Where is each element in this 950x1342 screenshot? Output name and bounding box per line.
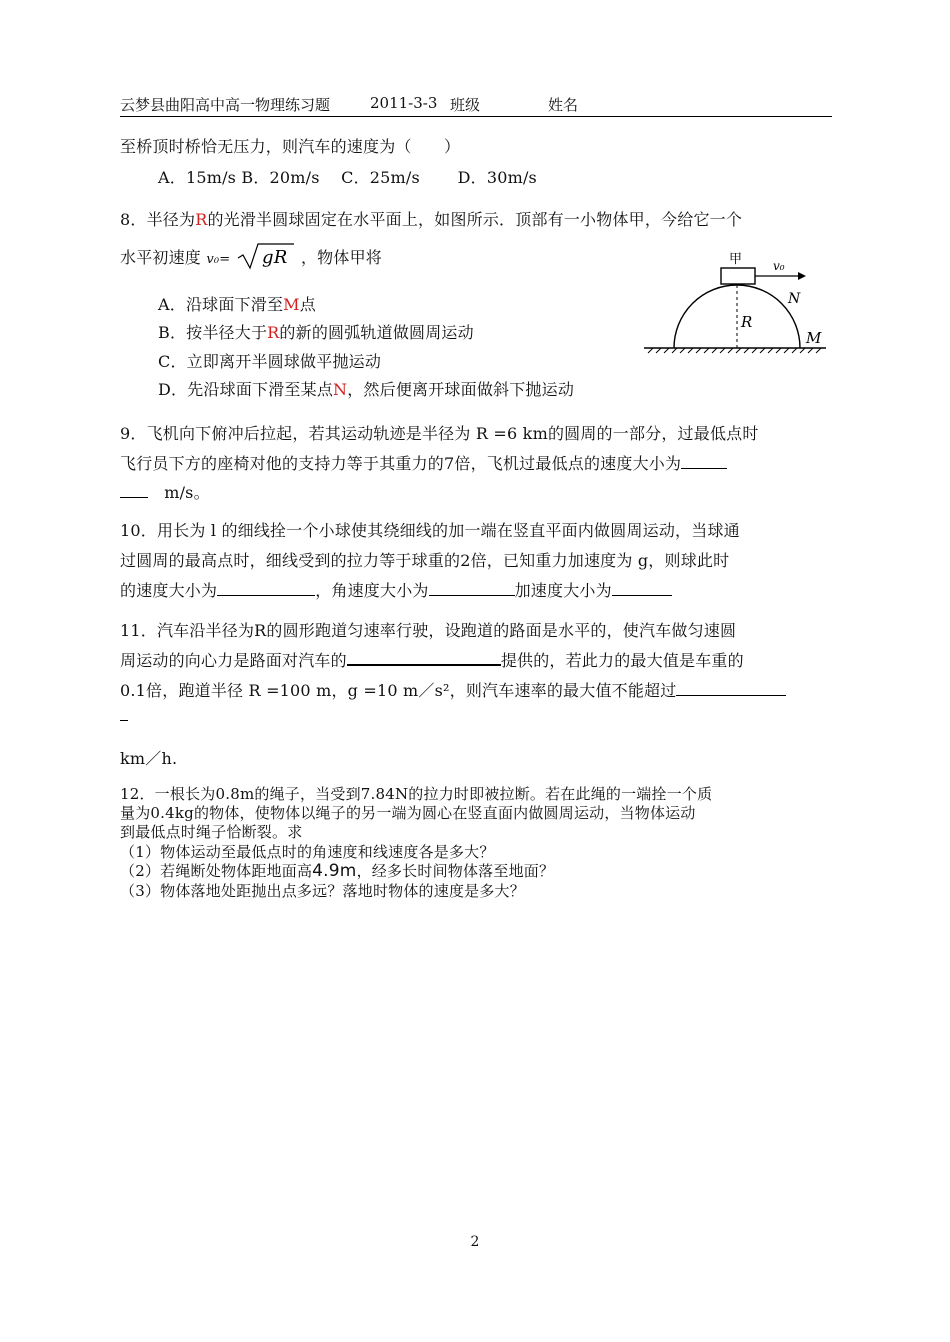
q8-stem-1b: 的光滑半圆球固定在水平面上，如图所示．顶部有一小物体甲，今给它一个 — [207, 210, 743, 229]
header-school: 云梦县曲阳高中高一物理练习题 — [120, 96, 331, 114]
q8-stem-1a: 8．半径为 — [120, 210, 196, 229]
q10-line2: 过圆周的最高点时，细线受到的拉力等于球重的2倍，已知重力加速度为 g，则球此时 — [120, 551, 730, 570]
q10-line1: 10．用长为 l 的细线拴一个小球使其绕细线的加一端在竖直平面内做圆周运动，当球通 — [120, 521, 740, 540]
label-N: N — [788, 291, 801, 307]
q8-opt-a-M: M — [283, 295, 300, 314]
q12-sub2 — [120, 862, 554, 881]
q8-opt-a-text: A．沿球面下滑至 — [158, 295, 284, 314]
q8-stem-2a: 水平初速度 — [120, 248, 202, 267]
q8-opt-d-N: N — [333, 380, 348, 399]
q8-option-c: C．立即离开半圆球做平抛运动 — [158, 352, 382, 371]
q8-option-d — [158, 377, 574, 400]
q8-opt-a-post: 点 — [299, 295, 316, 314]
q8-v0-label: v₀= — [206, 252, 231, 267]
q12-line1: 12．一根长为0.8m的绳子，当受到7.84N的拉力时即被拉断。若在此绳的一端拴一个质 — [120, 785, 713, 803]
q10-speed-label: 的速度大小为 — [120, 581, 218, 600]
q9-line2-text: 飞行员下方的座椅对他的支持力等于其重力的7倍，飞机过最低点的速度大小为 — [120, 454, 682, 473]
block-label: 甲 — [729, 252, 743, 267]
q9-unit: m/s。 — [164, 483, 210, 502]
velocity-label: v₀ — [773, 259, 785, 273]
q10-accel-label: 加速度大小为 — [514, 581, 612, 600]
q10-angular-label: ，角速度大小为 — [315, 581, 429, 600]
q11-unit: km／h. — [120, 749, 178, 768]
header-name-label: 姓名 — [548, 96, 579, 114]
q8-opt-b-text: B．按半径大于 — [158, 323, 268, 342]
q11-speed-blank[interactable] — [676, 681, 786, 696]
q10-speed-blank[interactable] — [217, 581, 315, 596]
q9-line1: 9．飞机向下俯冲后拉起，若其运动轨迹是半径为 R =6 km的圆周的一部分，过最低点时 — [120, 424, 759, 443]
q9-line3 — [120, 480, 210, 503]
q12-line2: 量为0.4kg的物体，使物体以绳子的另一端为圆心在竖直面内做圆周运动，当物体运动 — [120, 804, 696, 822]
block-jia — [721, 268, 755, 284]
page-number: 2 — [470, 1234, 480, 1250]
label-M: M — [806, 329, 822, 347]
q8-opt-b-post: 的新的圆弧轨道做圆周运动 — [279, 323, 474, 342]
velocity-arrowhead — [798, 272, 806, 280]
q9-answer-blank-a[interactable] — [681, 454, 727, 469]
q8-opt-b-R: R — [267, 323, 280, 342]
q11-line2-a: 周运动的向心力是路面对汽车的 — [120, 651, 347, 670]
sqrt-content: gR — [261, 247, 288, 268]
q8-option-a — [158, 292, 316, 315]
sqrt-symbol — [236, 241, 296, 271]
q10-line3 — [120, 578, 672, 601]
q11-line3 — [120, 678, 786, 701]
q8-option-b — [158, 320, 474, 343]
page-header — [120, 94, 832, 117]
q8-R: R — [195, 210, 208, 229]
q12-sub3: （3）物体落地处距抛出点多远？落地时物体的速度是多大？ — [120, 882, 525, 900]
q12-sub1: （1）物体运动至最低点时的角速度和线速度各是多大？ — [120, 843, 495, 861]
q8-stem-2b: ，物体甲将 — [300, 248, 382, 267]
q8-stem-line2 — [120, 241, 382, 271]
label-R: R — [741, 313, 753, 331]
header-class-label: 班级 — [450, 96, 481, 114]
q11-force-blank[interactable] — [347, 650, 501, 666]
q11-blank-cont — [120, 706, 128, 725]
q12-sub2-b: ，经多长时间物体落至地面？ — [356, 862, 555, 880]
q9-line2 — [120, 451, 727, 474]
q10-accel-blank[interactable] — [612, 581, 672, 596]
q11-line1: 11．汽车沿半径为R的圆形跑道匀速率行驶，设跑道的路面是水平的，使汽车做匀速圆 — [120, 621, 737, 640]
q9-answer-blank-b[interactable] — [120, 483, 148, 498]
q11-line2-b: 提供的，若此力的最大值是车重的 — [500, 651, 744, 670]
header-date: 2011-3-3 — [370, 94, 438, 112]
q7-stem-tail: 至桥顶时桥恰无压力，则汽车的速度为（ ） — [120, 137, 461, 156]
hemisphere-figure — [640, 250, 830, 355]
q11-line3-text: 0.1倍，跑道半径 R =100 m，g =10 m／s²，则汽车速率的最大值不能超过 — [120, 681, 677, 700]
q8-stem-line1 — [120, 207, 742, 230]
q12-line3: 到最低点时绳子恰断裂。求 — [120, 823, 303, 841]
q8-opt-d-text: D．先沿球面下滑至某点 — [158, 380, 334, 399]
q7-options: A．15m/s B．20m/s C．25m/s D．30m/s — [158, 168, 537, 187]
q10-angular-blank[interactable] — [429, 581, 515, 596]
q11-speed-blank-cont[interactable] — [120, 706, 128, 721]
q12-sub2-a: （2）若绳断处物体距地面高 — [120, 862, 313, 880]
q11-line2 — [120, 648, 744, 671]
q8-opt-d-post: ，然后便离开球面做斜下抛运动 — [347, 380, 575, 399]
q12-height-value: 4.9m — [312, 861, 357, 881]
